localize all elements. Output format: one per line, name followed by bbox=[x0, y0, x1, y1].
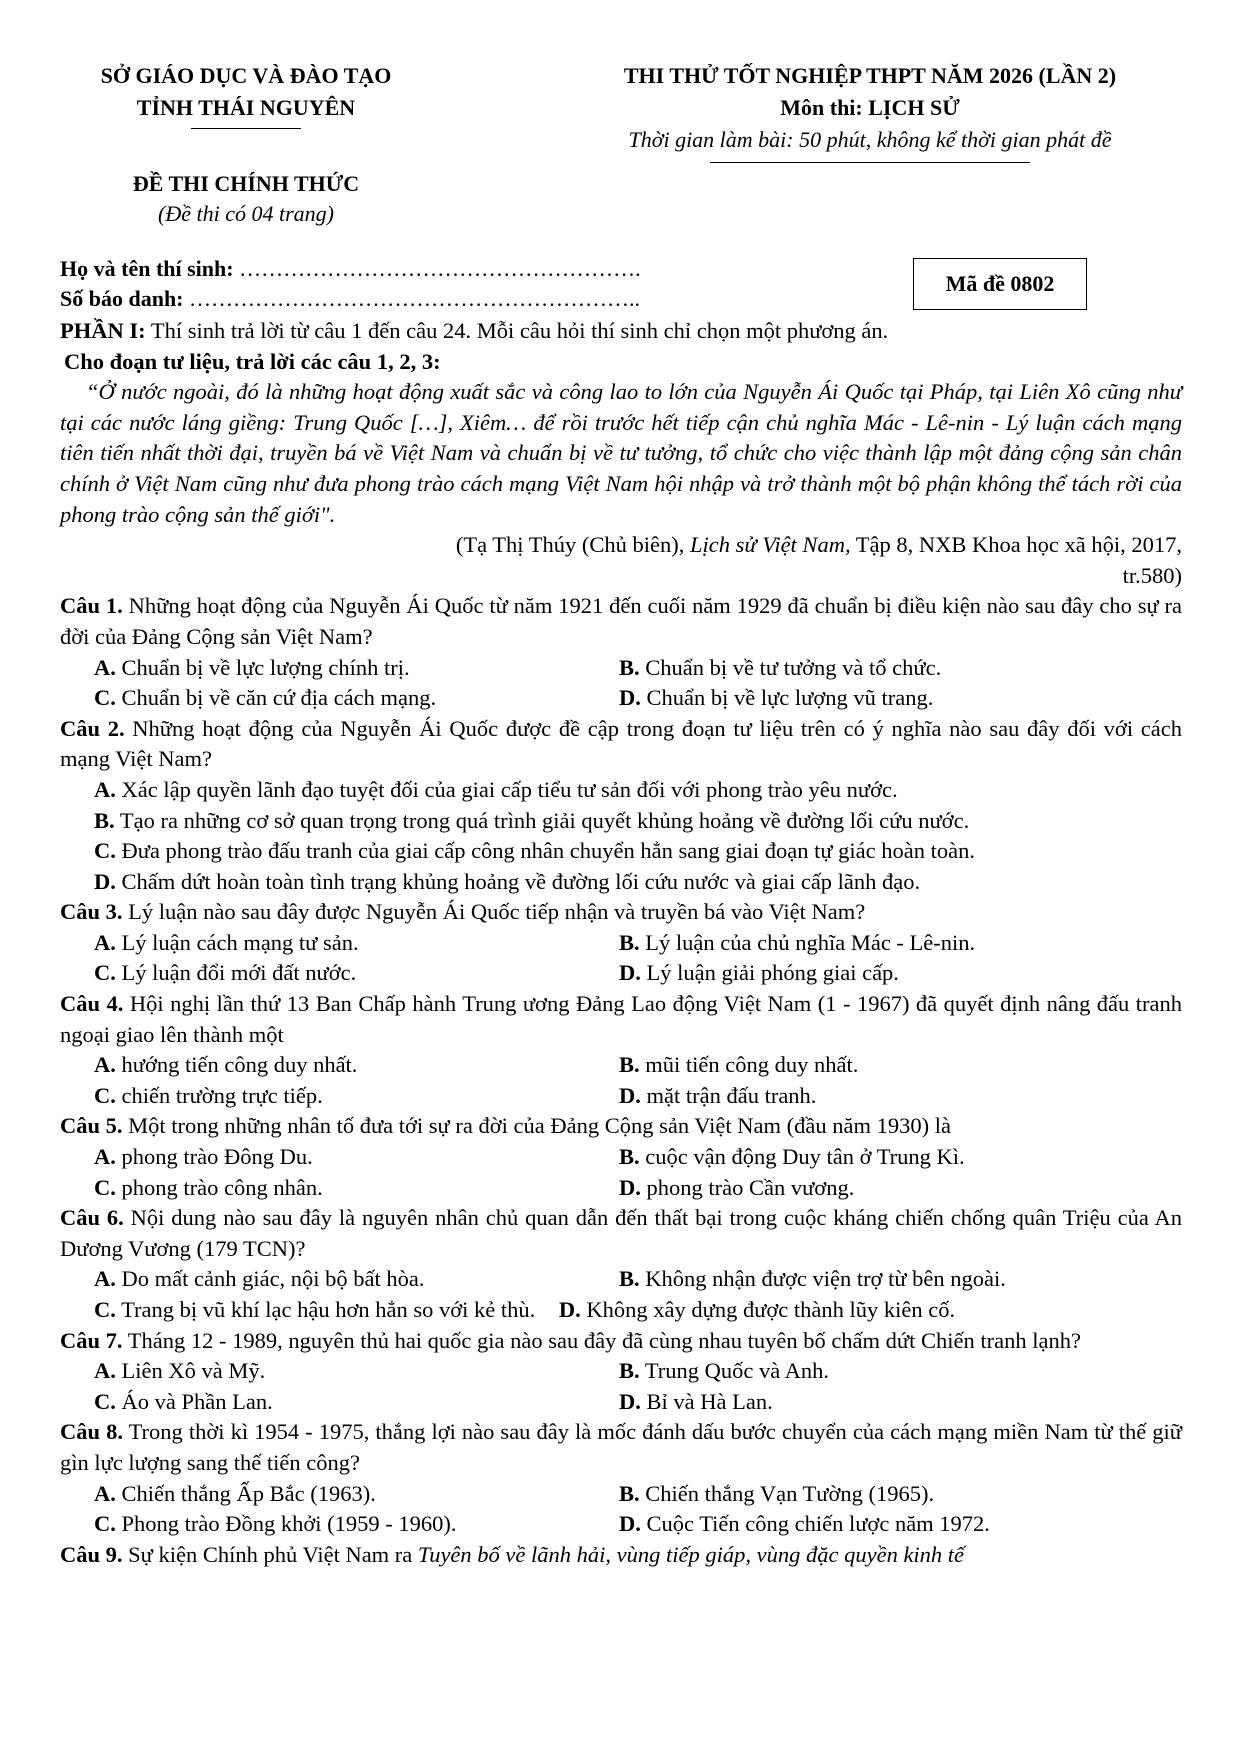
question-text: Hội nghị lần thứ 13 Ban Chấp hành Trung ương Đảng Lao động Việt Nam (1 - 1967) đã quyết định nâng đấu tranh ngoại giao lên thành một bbox=[60, 991, 1183, 1047]
option-b[interactable] bbox=[60, 806, 1182, 837]
citation-author: (Tạ Thị Thúy (Chủ biên), bbox=[455, 532, 690, 558]
option-d[interactable] bbox=[619, 1509, 1182, 1540]
option-text: Trang bị vũ khí lạc hậu hơn hẳn so với kẻ thù. bbox=[121, 1297, 536, 1322]
option-b[interactable] bbox=[619, 1142, 1182, 1173]
passage-intro: Cho đoạn tư liệu, trả lời các câu 1, 2, 3: bbox=[64, 348, 441, 374]
options-q6-row2 bbox=[60, 1295, 1182, 1326]
option-b[interactable] bbox=[619, 1479, 1182, 1510]
option-letter: D. bbox=[619, 960, 641, 986]
option-d[interactable] bbox=[619, 1081, 1182, 1112]
option-letter: C. bbox=[94, 1297, 116, 1322]
option-letter: C. bbox=[94, 960, 116, 986]
option-text: Liên Xô và Mỹ. bbox=[121, 1358, 266, 1384]
option-letter: B. bbox=[619, 654, 640, 680]
candidate-id-label: Số báo danh: bbox=[60, 286, 184, 311]
option-b[interactable] bbox=[619, 653, 1182, 684]
question-text: Những hoạt động của Nguyễn Ái Quốc được đề cập trong đoạn tư liệu trên có ý nghĩa nào sau đây đối với cách mạng Việt Nam? bbox=[60, 715, 1182, 772]
option-letter: D. bbox=[94, 868, 116, 894]
option-text: Lý luận giải phóng giai cấp. bbox=[646, 960, 899, 986]
options-q8 bbox=[60, 1479, 1182, 1540]
option-text: Chiến thắng Vạn Tường (1965). bbox=[645, 1480, 935, 1506]
header-right-underline bbox=[710, 162, 1030, 163]
question-8 bbox=[60, 1417, 1182, 1478]
option-letter: A. bbox=[94, 654, 116, 680]
citation-publisher: Tập 8, NXB Khoa học xã hội, 2017, bbox=[850, 532, 1182, 558]
option-c[interactable] bbox=[94, 1297, 535, 1322]
official-exam-label: ĐỀ THI CHÍNH THỨC bbox=[132, 171, 360, 196]
option-d[interactable] bbox=[559, 1297, 955, 1322]
citation-page: tr.580) bbox=[1122, 562, 1182, 588]
option-text: Áo và Phần Lan. bbox=[121, 1388, 273, 1414]
question-number: Câu 5. bbox=[60, 1113, 123, 1139]
passage-text: “Ở nước ngoài, đó là những hoạt động xuất sắc và công lao to lớn của Nguyễn Ái Quốc tại Pháp, tại Liên Xô cũng như tại các nước láng giềng: Trung Quốc […], Xiêm… để rồi trước hết tiếp cận chủ nghĩa Mác - Lê-nin - Lý luận cách mạng tiên tiến nhất thời đại, truyền bá về Việt Nam và chuẩn bị về tư tưởng, tổ chức cho việc thành lập một đảng cộng sản chân chính ở Việt Nam cũng như đưa phong trào cách mạng Việt Nam hội nhập và trở thành một bộ phận không thể tách rời của phong trào cộng sản thế giới". bbox=[60, 379, 1182, 527]
option-letter: D. bbox=[619, 1388, 641, 1414]
option-letter: A. bbox=[94, 1144, 116, 1170]
option-letter: B. bbox=[619, 929, 640, 955]
option-text: Lý luận cách mạng tư sản. bbox=[121, 929, 359, 955]
question-1 bbox=[60, 591, 1182, 652]
question-number: Câu 2. bbox=[60, 715, 125, 741]
part-text: Thí sinh trả lời từ câu 1 đến câu 24. Mỗi câu hỏi thí sinh chỉ chọn một phương án. bbox=[150, 318, 889, 343]
option-text: Lý luận đổi mới đất nước. bbox=[121, 960, 357, 986]
options-q3 bbox=[60, 928, 1182, 989]
option-letter: C. bbox=[94, 1082, 116, 1108]
options-q7 bbox=[60, 1356, 1182, 1417]
option-b[interactable] bbox=[619, 1050, 1182, 1081]
question-text: Sự kiện Chính phủ Việt Nam ra bbox=[128, 1541, 418, 1567]
option-d[interactable] bbox=[619, 1173, 1182, 1204]
option-letter: A. bbox=[94, 1480, 116, 1506]
option-a[interactable] bbox=[94, 1264, 619, 1295]
exam-body bbox=[60, 316, 1182, 1570]
option-letter: A. bbox=[94, 1052, 116, 1078]
part-instruction bbox=[60, 316, 1182, 347]
option-d[interactable] bbox=[619, 683, 1182, 714]
option-letter: B. bbox=[94, 807, 115, 833]
option-letter: C. bbox=[94, 838, 116, 864]
options-q6 bbox=[60, 1264, 1182, 1295]
question-number: Câu 7. bbox=[60, 1327, 123, 1353]
candidate-name-label: Họ và tên thí sinh: bbox=[60, 256, 234, 281]
option-c[interactable] bbox=[94, 1081, 619, 1112]
option-letter: A. bbox=[94, 1266, 116, 1292]
question-text: Những hoạt động của Nguyễn Ái Quốc từ năm 1921 đến cuối năm 1929 đã chuẩn bị điều kiện nào sau đây cho sự ra đời của Đảng Cộng sản Việt Nam? bbox=[60, 593, 1183, 649]
option-letter: C. bbox=[94, 1388, 116, 1414]
candidate-name-dots: ………………………………………………. bbox=[239, 256, 641, 281]
option-d[interactable] bbox=[619, 1387, 1182, 1418]
header-left bbox=[56, 60, 436, 229]
question-text: Trong thời kì 1954 - 1975, thắng lợi nào sau đây là mốc đánh dấu bước chuyển của cách mạng miền Nam từ thế giữ gìn lực lượng sang thế tiến công? bbox=[60, 1419, 1183, 1475]
option-c[interactable] bbox=[94, 1387, 619, 1418]
option-d[interactable] bbox=[60, 867, 1182, 898]
option-a[interactable] bbox=[94, 653, 619, 684]
question-3 bbox=[60, 897, 1182, 928]
option-a[interactable] bbox=[94, 1050, 619, 1081]
option-text: hướng tiến công duy nhất. bbox=[121, 1052, 358, 1078]
option-letter: D. bbox=[619, 1511, 641, 1537]
option-a[interactable] bbox=[60, 775, 1182, 806]
option-text: Phong trào Đồng khởi (1959 - 1960). bbox=[121, 1511, 457, 1537]
question-5 bbox=[60, 1111, 1182, 1142]
question-number: Câu 6. bbox=[60, 1205, 124, 1231]
question-2 bbox=[60, 714, 1182, 775]
option-text: phong trào Đông Du. bbox=[121, 1144, 313, 1170]
option-letter: A. bbox=[94, 776, 116, 802]
option-text: Chuẩn bị về lực lượng vũ trang. bbox=[646, 685, 934, 711]
question-text: Nội dung nào sau đây là nguyên nhân chủ quan dẫn đến thất bại trong cuộc kháng chiến chống quân Triệu của An Dương Vương (179 TCN)? bbox=[60, 1205, 1182, 1261]
option-text: Tạo ra những cơ sở quan trọng trong quá trình giải quyết khủng hoảng về đường lối cứu nước. bbox=[119, 807, 970, 833]
option-letter: C. bbox=[94, 1511, 116, 1537]
option-text: Cuộc Tiến công chiến lược năm 1972. bbox=[646, 1511, 990, 1537]
question-number: Câu 1. bbox=[60, 593, 123, 619]
options-q1 bbox=[60, 653, 1182, 714]
question-number: Câu 9. bbox=[60, 1541, 123, 1567]
subject: Môn thi: LỊCH SỬ bbox=[780, 95, 960, 120]
department-name: SỞ GIÁO DỤC VÀ ĐÀO TẠO bbox=[100, 63, 392, 88]
option-letter: B. bbox=[619, 1266, 640, 1292]
candidate-id-line bbox=[60, 284, 640, 314]
question-text: Tháng 12 - 1989, nguyên thủ hai quốc gia nào sau đây đã cùng nhau tuyên bố chấm dứt Chiến tranh lạnh? bbox=[127, 1327, 1081, 1353]
option-text: Chuẩn bị về căn cứ địa cách mạng. bbox=[121, 685, 437, 711]
option-c[interactable] bbox=[94, 958, 619, 989]
option-letter: C. bbox=[94, 1174, 116, 1200]
option-text: cuộc vận động Duy tân ở Trung Kì. bbox=[645, 1144, 965, 1170]
option-b[interactable] bbox=[619, 1356, 1182, 1387]
province-name: TỈNH THÁI NGUYÊN bbox=[136, 95, 356, 120]
option-letter: B. bbox=[619, 1480, 640, 1506]
option-text: Chiến thắng Ấp Bắc (1963). bbox=[121, 1480, 376, 1506]
header-right bbox=[520, 60, 1220, 163]
option-text: Trung Quốc và Anh. bbox=[644, 1358, 830, 1384]
option-d[interactable] bbox=[619, 958, 1182, 989]
question-text: Lý luận nào sau đây được Nguyễn Ái Quốc tiếp nhận và truyền bá vào Việt Nam? bbox=[128, 899, 866, 925]
option-a[interactable] bbox=[94, 928, 619, 959]
option-letter: D. bbox=[619, 1082, 641, 1108]
option-letter: C. bbox=[94, 685, 116, 711]
question-number: Câu 8. bbox=[60, 1419, 123, 1445]
option-text: Chấm dứt hoàn toàn tình trạng khủng hoảng về đường lối cứu nước và giai cấp lãnh đạo. bbox=[121, 868, 921, 894]
option-text: Xác lập quyền lãnh đạo tuyệt đối của giai cấp tiểu tư sản đối với phong trào yêu nước. bbox=[121, 776, 898, 802]
option-c[interactable] bbox=[94, 1509, 619, 1540]
option-c[interactable] bbox=[94, 1173, 619, 1204]
question-9 bbox=[60, 1540, 1182, 1571]
option-text: Bỉ và Hà Lan. bbox=[646, 1388, 773, 1414]
option-text: Lý luận của chủ nghĩa Mác - Lê-nin. bbox=[645, 929, 976, 955]
option-a[interactable] bbox=[94, 1479, 619, 1510]
option-text: phong trào công nhân. bbox=[121, 1174, 323, 1200]
header-left-underline bbox=[191, 128, 301, 129]
exam-code-box: Mã đề 0802 bbox=[913, 258, 1087, 310]
option-letter: D. bbox=[619, 685, 641, 711]
question-number: Câu 3. bbox=[60, 899, 123, 925]
part-label: PHẦN I: bbox=[60, 318, 146, 343]
passage-citation bbox=[60, 530, 1182, 561]
pages-note: (Đề thi có 04 trang) bbox=[158, 201, 334, 226]
question-4 bbox=[60, 989, 1182, 1050]
options-q5 bbox=[60, 1142, 1182, 1203]
option-letter: D. bbox=[619, 1174, 641, 1200]
option-letter: A. bbox=[94, 1358, 116, 1384]
option-letter: B. bbox=[619, 1144, 640, 1170]
question-text: Một trong những nhân tố đưa tới sự ra đời của Đảng Cộng sản Việt Nam (đầu năm 1930) là bbox=[128, 1113, 951, 1139]
option-c[interactable] bbox=[60, 836, 1182, 867]
candidate-name-line bbox=[60, 254, 641, 284]
option-b[interactable] bbox=[619, 1264, 1182, 1295]
time-note: Thời gian làm bài: 50 phút, không kể thời gian phát đề bbox=[628, 127, 1112, 152]
option-text: Không nhận được viện trợ từ bên ngoài. bbox=[645, 1266, 1006, 1292]
option-text: Do mất cảnh giác, nội bộ bất hòa. bbox=[121, 1266, 425, 1292]
question-6 bbox=[60, 1203, 1182, 1264]
option-a[interactable] bbox=[94, 1142, 619, 1173]
option-text: chiến trường trực tiếp. bbox=[121, 1082, 323, 1108]
options-q4 bbox=[60, 1050, 1182, 1111]
candidate-id-dots: …………………………………………………….. bbox=[189, 286, 641, 311]
option-text: Đưa phong trào đấu tranh của giai cấp công nhân chuyển hẳn sang giai đoạn tự giác hoàn toàn. bbox=[121, 838, 975, 864]
option-letter: A. bbox=[94, 929, 116, 955]
option-text: phong trào Cần vương. bbox=[646, 1174, 855, 1200]
option-text: mặt trận đấu tranh. bbox=[646, 1082, 817, 1108]
option-text: Chuẩn bị về lực lượng chính trị. bbox=[121, 654, 410, 680]
question-text-italic: Tuyên bố về lãnh hải, vùng tiếp giáp, vùng đặc quyền kinh tế bbox=[417, 1541, 965, 1567]
option-text: mũi tiến công duy nhất. bbox=[645, 1052, 859, 1078]
option-a[interactable] bbox=[94, 1356, 619, 1387]
option-text: Chuẩn bị về tư tưởng và tổ chức. bbox=[645, 654, 942, 680]
option-letter: B. bbox=[619, 1052, 640, 1078]
citation-book: Lịch sử Việt Nam, bbox=[689, 532, 851, 558]
option-b[interactable] bbox=[619, 928, 1182, 959]
option-c[interactable] bbox=[94, 683, 619, 714]
option-letter: B. bbox=[619, 1358, 640, 1384]
option-letter: D. bbox=[558, 1297, 581, 1322]
question-number: Câu 4. bbox=[60, 991, 124, 1017]
exam-title: THI THỬ TỐT NGHIỆP THPT NĂM 2026 (LẦN 2) bbox=[623, 63, 1117, 88]
question-7 bbox=[60, 1326, 1182, 1357]
option-text: Không xây dựng được thành lũy kiên cố. bbox=[586, 1297, 956, 1322]
